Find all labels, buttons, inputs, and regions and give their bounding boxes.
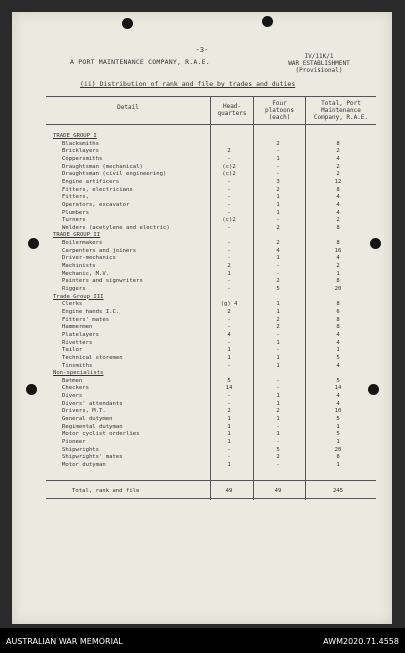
row-detail: Pioneer bbox=[62, 439, 86, 445]
row-total: 2 bbox=[336, 163, 340, 170]
table-row bbox=[12, 171, 392, 178]
row-total: 2 bbox=[336, 171, 340, 178]
table-row bbox=[12, 347, 392, 354]
row-headquarters: 4 bbox=[227, 331, 231, 338]
row-detail: Blacksmiths bbox=[62, 140, 100, 147]
row-platoons: 1 bbox=[276, 400, 280, 407]
row-total: 5 bbox=[336, 416, 340, 423]
column-header-headquarters: Head- quarters bbox=[217, 103, 247, 117]
row-detail: Hammermen bbox=[62, 324, 93, 331]
row-total: 8 bbox=[336, 224, 340, 231]
row-detail: Regimental dutyman bbox=[62, 423, 123, 430]
row-total: 4 bbox=[336, 155, 340, 162]
total-hq: 49 bbox=[225, 488, 233, 494]
row-platoons: - bbox=[276, 148, 280, 155]
table-row bbox=[12, 148, 392, 155]
table-row bbox=[12, 385, 392, 392]
table-row bbox=[12, 141, 392, 148]
row-headquarters: 1 bbox=[227, 416, 231, 423]
row-platoons: 3 bbox=[276, 178, 280, 185]
row-headquarters: - bbox=[227, 224, 231, 231]
table-subtitle: (ii) Distribution of rank and file by trades and duties bbox=[80, 80, 296, 88]
row-platoons: 1 bbox=[276, 393, 280, 400]
table-row bbox=[12, 340, 392, 347]
column-header-platoons: Four platoons (each) bbox=[265, 100, 294, 121]
row-platoons: 1 bbox=[276, 255, 280, 262]
trade-group-heading bbox=[12, 232, 392, 239]
row-detail: Turners bbox=[62, 217, 86, 224]
row-total: 20 bbox=[334, 446, 342, 453]
row-platoons: 1 bbox=[276, 201, 280, 208]
header-bottom-rule bbox=[46, 124, 376, 125]
row-detail: Platelayers bbox=[62, 331, 100, 338]
row-headquarters: 1 bbox=[227, 461, 231, 468]
row-platoons: 1 bbox=[276, 354, 280, 361]
table-row bbox=[12, 332, 392, 339]
row-headquarters: - bbox=[227, 316, 231, 323]
row-total: 4 bbox=[336, 393, 340, 400]
row-detail: Technical storemen bbox=[62, 354, 123, 361]
row-detail: Mechanic, M.V. bbox=[62, 270, 110, 277]
row-platoons: 2 bbox=[276, 316, 280, 323]
row-total: 8 bbox=[336, 240, 340, 247]
row-detail: Driver-mechanics bbox=[62, 255, 116, 262]
row-platoons: 2 bbox=[276, 140, 280, 147]
row-headquarters: - bbox=[227, 209, 231, 216]
row-detail: Fitters, electricians bbox=[62, 186, 133, 193]
table-row bbox=[12, 286, 392, 293]
row-platoons: - bbox=[276, 263, 280, 270]
row-headquarters: 1 bbox=[227, 354, 231, 361]
row-platoons: 2 bbox=[276, 324, 280, 331]
row-total: 8 bbox=[336, 324, 340, 331]
row-detail: Tailor bbox=[62, 347, 83, 354]
row-headquarters: 2 bbox=[227, 263, 231, 270]
row-detail: Tinsmiths bbox=[62, 362, 93, 369]
row-total: 2 bbox=[336, 217, 340, 224]
row-detail: Checkers bbox=[62, 385, 89, 392]
row-platoons: - bbox=[276, 171, 280, 178]
column-header-total: Total, Port Maintenance Company, R.A.E. bbox=[313, 100, 369, 121]
row-detail: Coppersmiths bbox=[62, 155, 103, 162]
row-detail: Shipwrights bbox=[62, 446, 100, 453]
table-row bbox=[12, 439, 392, 446]
row-headquarters: - bbox=[227, 255, 231, 262]
row-total: 12 bbox=[334, 178, 342, 185]
row-detail: Divers' attendants bbox=[62, 400, 123, 407]
row-total: 8 bbox=[336, 454, 340, 461]
column-header-detail: Detail bbox=[117, 104, 139, 111]
table-row bbox=[12, 424, 392, 431]
row-headquarters: 2 bbox=[227, 148, 231, 155]
row-detail: Boilermakers bbox=[62, 240, 103, 247]
row-headquarters: - bbox=[227, 186, 231, 193]
row-platoons: 1 bbox=[276, 362, 280, 369]
row-detail: Fitters, bbox=[62, 194, 89, 201]
table-row bbox=[12, 240, 392, 247]
row-headquarters: 14 bbox=[225, 385, 233, 392]
row-total: 1 bbox=[336, 439, 340, 445]
document-page bbox=[12, 12, 392, 624]
footer-reference: AWM2020.71.4558 bbox=[323, 637, 399, 646]
row-detail: Plumbers bbox=[62, 209, 89, 216]
row-detail: Welders (acetylene and electric) bbox=[62, 224, 170, 231]
row-platoons: - bbox=[276, 377, 280, 384]
row-detail: TRADE GROUP II bbox=[53, 232, 101, 239]
row-headquarters: 1 bbox=[227, 347, 231, 354]
table-row bbox=[12, 378, 392, 385]
row-total: 8 bbox=[336, 316, 340, 323]
row-headquarters: - bbox=[227, 454, 231, 461]
row-detail: Clerks bbox=[62, 301, 83, 308]
row-total: 2 bbox=[336, 148, 340, 155]
table-row bbox=[12, 187, 392, 194]
row-platoons: 2 bbox=[276, 186, 280, 193]
row-headquarters: - bbox=[227, 178, 231, 185]
table-row bbox=[12, 156, 392, 163]
row-headquarters: 1 bbox=[227, 270, 231, 277]
table-row bbox=[12, 278, 392, 285]
total-label: Total, rank and file bbox=[72, 488, 140, 494]
row-platoons: 2 bbox=[276, 408, 280, 415]
row-detail: Drivers, M.T. bbox=[62, 408, 106, 415]
table-row bbox=[12, 194, 392, 201]
row-total: 4 bbox=[336, 255, 340, 262]
table-row bbox=[12, 301, 392, 308]
row-platoons: 4 bbox=[276, 247, 280, 254]
row-headquarters: - bbox=[227, 362, 231, 369]
total-company: 245 bbox=[332, 488, 344, 494]
row-headquarters: (g) 4 bbox=[220, 301, 238, 308]
row-platoons: 2 bbox=[276, 224, 280, 231]
row-detail: Draughtsman (civil engineering) bbox=[62, 171, 167, 178]
document-heading: A PORT MAINTENANCE COMPANY, R.A.E. bbox=[70, 58, 210, 66]
row-platoons: - bbox=[276, 331, 280, 338]
row-total: 2 bbox=[336, 263, 340, 270]
row-detail: Riggers bbox=[62, 286, 86, 292]
row-headquarters: (c)2 bbox=[222, 163, 236, 170]
row-detail: Fitters' mates bbox=[62, 316, 110, 323]
row-headquarters: - bbox=[227, 278, 231, 285]
row-platoons: 1 bbox=[276, 194, 280, 201]
table-row bbox=[12, 317, 392, 324]
row-headquarters: - bbox=[227, 240, 231, 247]
row-platoons: - bbox=[276, 270, 280, 277]
row-headquarters: - bbox=[227, 286, 231, 292]
row-platoons: - bbox=[276, 439, 280, 445]
row-platoons: 2 bbox=[276, 240, 280, 247]
row-total: 14 bbox=[334, 385, 342, 392]
page-number: -3- bbox=[195, 46, 209, 54]
total-row bbox=[12, 488, 392, 495]
row-total: 4 bbox=[336, 194, 340, 201]
trade-group-heading bbox=[12, 133, 392, 140]
trade-group-heading bbox=[12, 370, 392, 377]
table-row bbox=[12, 363, 392, 370]
row-detail: Motor cyclist orderlies bbox=[62, 431, 140, 438]
row-total: 4 bbox=[336, 201, 340, 208]
row-total: 4 bbox=[336, 362, 340, 369]
table-row bbox=[12, 408, 392, 415]
row-headquarters: 1 bbox=[227, 431, 231, 438]
row-headquarters: - bbox=[227, 400, 231, 407]
row-platoons: - bbox=[276, 385, 280, 392]
row-headquarters: (c)2 bbox=[222, 171, 236, 178]
punch-hole bbox=[122, 18, 133, 29]
table-top-rule bbox=[46, 96, 376, 97]
row-total: 5 bbox=[336, 431, 340, 438]
row-headquarters: - bbox=[227, 201, 231, 208]
row-headquarters: 2 bbox=[227, 408, 231, 415]
table-row bbox=[12, 447, 392, 454]
establishment-reference: IV/11K/1 WAR ESTABLISHMENT (Provisional) bbox=[288, 53, 350, 74]
table-row bbox=[12, 225, 392, 232]
table-row bbox=[12, 454, 392, 461]
row-total: 5 bbox=[336, 354, 340, 361]
row-platoons: - bbox=[276, 461, 280, 468]
total-platoons: 49 bbox=[274, 488, 282, 494]
row-headquarters: - bbox=[227, 339, 231, 346]
table-row bbox=[12, 202, 392, 209]
row-platoons: - bbox=[276, 423, 280, 430]
row-detail: Batmen bbox=[62, 377, 83, 384]
total-rule bbox=[46, 480, 376, 481]
table-row bbox=[12, 248, 392, 255]
row-platoons: 1 bbox=[276, 431, 280, 438]
table-row bbox=[12, 431, 392, 438]
row-detail: Shipwrights' mates bbox=[62, 454, 123, 461]
row-total: 8 bbox=[336, 140, 340, 147]
row-total: 4 bbox=[336, 331, 340, 338]
row-total: 8 bbox=[336, 186, 340, 193]
footer-institution: AUSTRALIAN WAR MEMORIAL bbox=[6, 637, 123, 646]
row-platoons: 1 bbox=[276, 416, 280, 423]
trade-group-heading bbox=[12, 294, 392, 301]
row-detail: Operators, excavator bbox=[62, 201, 130, 208]
table-row bbox=[12, 355, 392, 362]
row-detail: Non-specialists bbox=[53, 370, 104, 377]
row-total: 5 bbox=[336, 377, 340, 384]
row-total: 4 bbox=[336, 209, 340, 216]
table-row bbox=[12, 393, 392, 400]
row-platoons: 2 bbox=[276, 454, 280, 461]
row-platoons: 1 bbox=[276, 308, 280, 315]
row-total: 4 bbox=[336, 339, 340, 346]
table-row bbox=[12, 164, 392, 171]
row-detail: Engine hands I.C. bbox=[62, 308, 120, 315]
row-platoons: 5 bbox=[276, 446, 280, 453]
row-platoons: 1 bbox=[276, 209, 280, 216]
row-detail: Painters and signwriters bbox=[62, 278, 143, 285]
row-headquarters: - bbox=[227, 393, 231, 400]
row-platoons: 1 bbox=[276, 301, 280, 308]
row-platoons: - bbox=[276, 217, 280, 224]
row-headquarters: - bbox=[227, 446, 231, 453]
table-row bbox=[12, 263, 392, 270]
row-total: 10 bbox=[334, 408, 342, 415]
row-detail: Trade Group III bbox=[53, 293, 104, 300]
row-headquarters: (c)2 bbox=[222, 217, 236, 224]
row-detail: Rivetters bbox=[62, 339, 93, 346]
row-headquarters: 5 bbox=[227, 377, 231, 384]
row-platoons: 2 bbox=[276, 278, 280, 285]
table-row bbox=[12, 179, 392, 186]
row-headquarters: - bbox=[227, 247, 231, 254]
table-row bbox=[12, 210, 392, 217]
row-detail: Machinists bbox=[62, 263, 96, 270]
row-total: 1 bbox=[336, 461, 340, 468]
table-row bbox=[12, 271, 392, 278]
row-platoons: - bbox=[276, 163, 280, 170]
row-total: 1 bbox=[336, 270, 340, 277]
row-total: 20 bbox=[334, 286, 342, 292]
row-detail: TRADE GROUP I bbox=[53, 133, 97, 139]
row-detail: Engine artificers bbox=[62, 178, 120, 185]
row-detail: Motor dutyman bbox=[62, 461, 106, 468]
row-detail: Draughtsman (mechanical) bbox=[62, 163, 143, 170]
archive-footer bbox=[0, 628, 405, 653]
table-row bbox=[12, 255, 392, 262]
row-total: 16 bbox=[334, 247, 342, 254]
table-row bbox=[12, 309, 392, 316]
row-platoons: 5 bbox=[276, 286, 280, 292]
row-total: 8 bbox=[336, 301, 340, 308]
table-row bbox=[12, 324, 392, 331]
row-detail: Carpenters and joiners bbox=[62, 247, 137, 254]
row-headquarters: 1 bbox=[227, 439, 231, 445]
row-platoons: 1 bbox=[276, 339, 280, 346]
row-detail: General dutymen bbox=[62, 416, 113, 423]
row-detail: Divers bbox=[62, 393, 83, 400]
row-total: 8 bbox=[336, 278, 340, 285]
row-total: 1 bbox=[336, 423, 340, 430]
table-row bbox=[12, 217, 392, 224]
row-headquarters: 2 bbox=[227, 308, 231, 315]
punch-hole bbox=[262, 16, 273, 27]
row-total: 1 bbox=[336, 347, 340, 354]
row-platoons: - bbox=[276, 347, 280, 354]
row-total: 6 bbox=[336, 308, 340, 315]
table-row bbox=[12, 462, 392, 469]
row-headquarters: - bbox=[227, 194, 231, 201]
table-row bbox=[12, 416, 392, 423]
row-platoons: 1 bbox=[276, 155, 280, 162]
row-headquarters: 1 bbox=[227, 423, 231, 430]
bottom-rule bbox=[46, 498, 376, 499]
table-row bbox=[12, 401, 392, 408]
row-headquarters: - bbox=[227, 155, 231, 162]
row-detail: Bricklayers bbox=[62, 148, 100, 155]
row-total: 4 bbox=[336, 400, 340, 407]
row-headquarters: - bbox=[227, 324, 231, 331]
